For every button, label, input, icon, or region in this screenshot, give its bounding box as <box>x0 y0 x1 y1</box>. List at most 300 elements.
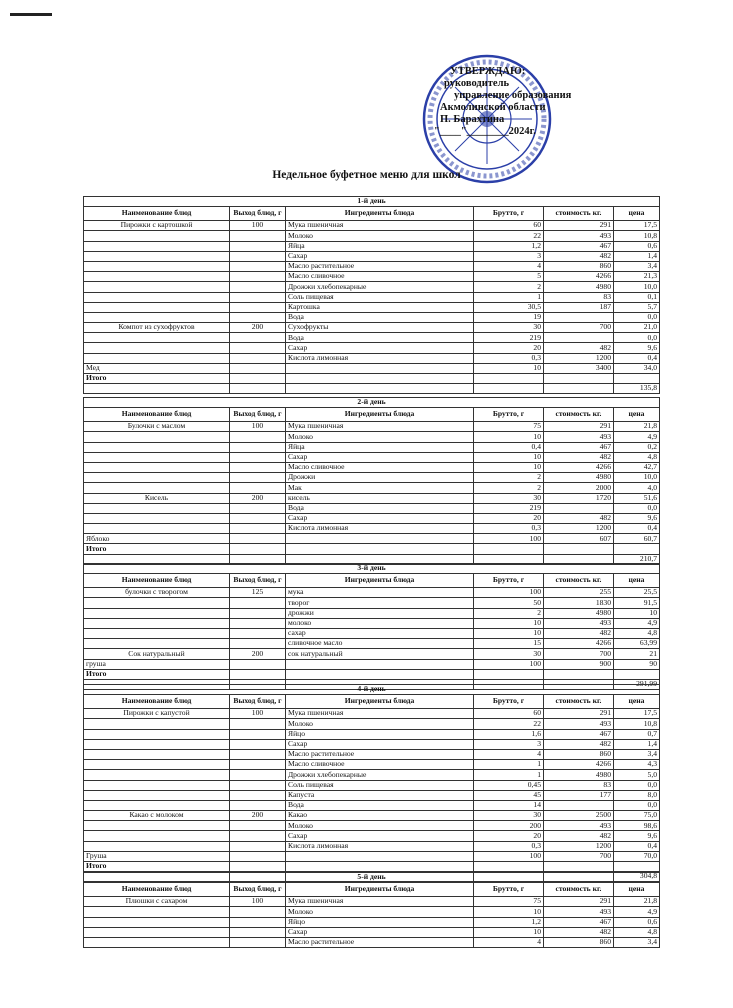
table-cell: 0,0 <box>614 333 660 343</box>
table-cell: 482 <box>544 452 614 462</box>
table-cell <box>230 628 286 638</box>
day-total-value: 291,99 <box>614 679 660 689</box>
table-cell: 4980 <box>544 473 614 483</box>
table-cell: 100 <box>474 851 544 861</box>
table-cell: 482 <box>544 927 614 937</box>
table-cell: 482 <box>544 513 614 523</box>
table-cell <box>286 544 474 554</box>
table-row <box>84 333 660 343</box>
table-row <box>84 524 660 534</box>
table-cell: 467 <box>544 241 614 251</box>
table-cell: 493 <box>544 719 614 729</box>
column-header: Ингредиенты блюда <box>286 883 474 897</box>
table-cell: Мука пшеничная <box>286 221 474 231</box>
table-cell: 4,9 <box>614 907 660 917</box>
table-cell: 100 <box>230 422 286 432</box>
table-row <box>84 442 660 452</box>
table-cell <box>230 841 286 851</box>
table-cell: 200 <box>230 323 286 333</box>
table-cell <box>230 862 286 872</box>
table-cell <box>84 729 230 739</box>
table-row <box>84 709 660 719</box>
table-cell: Кисель <box>84 493 230 503</box>
table-cell <box>544 800 614 810</box>
table-cell: 607 <box>544 534 614 544</box>
table-cell: 60,7 <box>614 534 660 544</box>
column-header: Ингредиенты блюда <box>286 408 474 422</box>
table-cell: 700 <box>544 649 614 659</box>
table-cell: 21,3 <box>614 272 660 282</box>
table-cell: 1200 <box>544 524 614 534</box>
table-cell: 0,4 <box>474 442 544 452</box>
table-cell: Мед <box>84 363 230 373</box>
table-row <box>84 897 660 907</box>
table-cell: Сахар <box>286 831 474 841</box>
day-table-3 <box>83 563 659 690</box>
table-cell: 0,2 <box>614 442 660 452</box>
table-cell: Кислота лимонная <box>286 841 474 851</box>
table-cell: Масло сливочное <box>286 462 474 472</box>
total-label: Итого <box>84 669 230 679</box>
table-cell <box>230 749 286 759</box>
column-header: Брутто, г <box>474 408 544 422</box>
table-cell: 493 <box>544 821 614 831</box>
document-title: Недельное буфетное меню для школ <box>272 169 461 181</box>
table-cell: 10 <box>474 462 544 472</box>
table-row <box>84 513 660 523</box>
table-cell: 1200 <box>544 353 614 363</box>
table-cell: 60 <box>474 221 544 231</box>
table-cell: 1,2 <box>474 917 544 927</box>
table-cell: 291 <box>544 709 614 719</box>
table-cell: Масло растительное <box>286 261 474 271</box>
table-cell <box>286 374 474 384</box>
table-cell <box>230 452 286 462</box>
table-cell: 0,0 <box>614 503 660 513</box>
table-row <box>84 221 660 231</box>
table-cell: 10,0 <box>614 473 660 483</box>
table-cell: Яблоко <box>84 534 230 544</box>
table-cell: Мука пшеничная <box>286 709 474 719</box>
table-cell: 10 <box>474 452 544 462</box>
table-cell: 42,7 <box>614 462 660 472</box>
table-cell: 4 <box>474 937 544 947</box>
table-cell: 0,1 <box>614 292 660 302</box>
table-cell: 10,0 <box>614 282 660 292</box>
table-cell: 860 <box>544 261 614 271</box>
table-cell: 21,0 <box>614 323 660 333</box>
table-cell: Булочки с маслом <box>84 422 230 432</box>
table-cell: 900 <box>544 659 614 669</box>
menu-table <box>83 397 660 565</box>
table-row <box>84 323 660 333</box>
column-header: Ингредиенты блюда <box>286 695 474 709</box>
table-cell <box>84 628 230 638</box>
table-cell <box>230 432 286 442</box>
table-cell: Мука пшеничная <box>286 422 474 432</box>
table-row <box>84 312 660 322</box>
table-cell: 9,6 <box>614 343 660 353</box>
table-cell <box>230 251 286 261</box>
approval-line: П. Барахтина <box>440 114 505 125</box>
day-total-value: 304,8 <box>614 872 660 882</box>
table-cell: Соль пищевая <box>286 292 474 302</box>
table-cell: Молоко <box>286 432 474 442</box>
table-cell: 4,9 <box>614 618 660 628</box>
table-cell <box>84 452 230 462</box>
table-cell <box>84 272 230 282</box>
table-cell <box>230 292 286 302</box>
column-header: цена <box>614 574 660 588</box>
table-cell: 200 <box>230 649 286 659</box>
column-header: Брутто, г <box>474 883 544 897</box>
table-cell <box>84 608 230 618</box>
day-table-2 <box>83 397 659 565</box>
day-label: 3-й день <box>84 564 660 574</box>
table-cell: 0,3 <box>474 841 544 851</box>
column-header: стоимость кг. <box>544 408 614 422</box>
table-row <box>84 598 660 608</box>
table-cell <box>230 363 286 373</box>
table-cell: 1 <box>474 292 544 302</box>
table-cell <box>474 374 544 384</box>
table-cell <box>230 907 286 917</box>
table-row <box>84 851 660 861</box>
table-row <box>84 821 660 831</box>
total-label: Итого <box>84 544 230 554</box>
table-cell <box>544 374 614 384</box>
table-cell <box>474 544 544 554</box>
table-cell: 30 <box>474 493 544 503</box>
table-cell: 3,4 <box>614 261 660 271</box>
table-cell: 493 <box>544 231 614 241</box>
table-cell <box>230 442 286 452</box>
table-cell <box>230 790 286 800</box>
table-cell <box>230 598 286 608</box>
table-cell: 91,5 <box>614 598 660 608</box>
column-header: стоимость кг. <box>544 883 614 897</box>
table-cell <box>230 800 286 810</box>
table-cell <box>230 639 286 649</box>
table-cell <box>84 312 230 322</box>
table-cell: 467 <box>544 917 614 927</box>
table-cell: 30 <box>474 649 544 659</box>
table-cell <box>230 831 286 841</box>
table-cell: 860 <box>544 937 614 947</box>
table-row <box>84 811 660 821</box>
table-cell <box>230 374 286 384</box>
table-cell: 3 <box>474 739 544 749</box>
table-cell: 0,0 <box>614 312 660 322</box>
table-cell: 4,8 <box>614 927 660 937</box>
table-cell <box>230 343 286 353</box>
table-cell: Картошка <box>286 302 474 312</box>
column-header: Брутто, г <box>474 574 544 588</box>
table-cell <box>84 513 230 523</box>
table-cell: 0,0 <box>614 780 660 790</box>
table-cell: Сок натуральный <box>84 649 230 659</box>
table-cell <box>230 384 286 394</box>
table-row <box>84 907 660 917</box>
day-label: 1-й день <box>84 197 660 207</box>
day-total-value: 135,8 <box>614 384 660 394</box>
table-row <box>84 659 660 669</box>
approval-block <box>380 66 610 138</box>
table-cell <box>230 917 286 927</box>
table-cell <box>230 483 286 493</box>
table-cell <box>84 821 230 831</box>
table-cell: Молоко <box>286 231 474 241</box>
table-row <box>84 608 660 618</box>
table-cell: 51,6 <box>614 493 660 503</box>
table-cell: Соль пищевая <box>286 780 474 790</box>
day-label: 5-й день <box>84 873 660 883</box>
table-cell <box>84 790 230 800</box>
table-cell: 83 <box>544 292 614 302</box>
table-cell: 4980 <box>544 770 614 780</box>
table-cell: 1,4 <box>614 251 660 261</box>
table-cell: Масло сливочное <box>286 760 474 770</box>
table-cell: 2 <box>474 473 544 483</box>
table-cell <box>84 780 230 790</box>
table-row <box>84 272 660 282</box>
table-cell: 493 <box>544 907 614 917</box>
day-total-value: 210,7 <box>614 554 660 564</box>
table-cell: 83 <box>544 780 614 790</box>
table-cell: 4266 <box>544 272 614 282</box>
table-cell <box>230 608 286 618</box>
table-cell: 10 <box>474 618 544 628</box>
table-cell: 50 <box>474 598 544 608</box>
table-cell: 4,3 <box>614 760 660 770</box>
table-cell <box>84 618 230 628</box>
table-cell <box>544 333 614 343</box>
table-cell <box>230 462 286 472</box>
table-cell: Молоко <box>286 821 474 831</box>
table-cell: 200 <box>474 821 544 831</box>
table-cell <box>230 659 286 669</box>
table-cell: 4 <box>474 261 544 271</box>
table-cell <box>614 374 660 384</box>
table-cell: Яйцо <box>286 729 474 739</box>
table-cell <box>84 524 230 534</box>
table-cell: молоко <box>286 618 474 628</box>
table-cell: сахар <box>286 628 474 638</box>
table-cell: 4,9 <box>614 432 660 442</box>
table-cell: 2 <box>474 282 544 292</box>
table-cell: 2000 <box>544 483 614 493</box>
column-header: Наименование блюд <box>84 695 230 709</box>
menu-table <box>83 684 660 882</box>
table-cell: 1,2 <box>474 241 544 251</box>
table-cell: 4,8 <box>614 452 660 462</box>
table-cell: 100 <box>474 588 544 598</box>
table-cell: 291 <box>544 221 614 231</box>
table-row <box>84 473 660 483</box>
column-header: цена <box>614 408 660 422</box>
table-cell: Вода <box>286 503 474 513</box>
day-label: 4-й день <box>84 685 660 695</box>
table-cell <box>84 302 230 312</box>
table-cell: 98,6 <box>614 821 660 831</box>
column-header: цена <box>614 207 660 221</box>
table-cell: 75 <box>474 422 544 432</box>
table-cell: 482 <box>544 831 614 841</box>
approval-line: руководитель <box>444 78 510 89</box>
table-cell: Капуста <box>286 790 474 800</box>
table-cell: 10,8 <box>614 719 660 729</box>
table-row <box>84 282 660 292</box>
table-row <box>84 729 660 739</box>
table-row <box>84 503 660 513</box>
table-cell <box>230 503 286 513</box>
table-cell <box>286 669 474 679</box>
table-row <box>84 831 660 841</box>
table-cell: 0,4 <box>614 524 660 534</box>
table-cell <box>84 841 230 851</box>
table-cell: 4266 <box>544 639 614 649</box>
column-header: Наименование блюд <box>84 574 230 588</box>
table-cell: Сахар <box>286 927 474 937</box>
table-cell <box>84 333 230 343</box>
table-cell: 200 <box>230 811 286 821</box>
table-cell <box>84 473 230 483</box>
table-cell <box>84 462 230 472</box>
table-cell <box>84 639 230 649</box>
table-row <box>84 780 660 790</box>
table-cell: 0,4 <box>614 353 660 363</box>
table-cell: 22 <box>474 231 544 241</box>
table-cell <box>614 669 660 679</box>
table-cell <box>230 231 286 241</box>
table-cell: Яйца <box>286 241 474 251</box>
total-row <box>84 544 660 554</box>
table-cell: 5 <box>474 272 544 282</box>
table-cell <box>230 272 286 282</box>
table-cell <box>230 760 286 770</box>
table-cell <box>230 851 286 861</box>
table-cell: Какао <box>286 811 474 821</box>
table-cell: сливочное масло <box>286 639 474 649</box>
table-cell: 5,0 <box>614 770 660 780</box>
table-cell: 4266 <box>544 760 614 770</box>
table-cell: 21,8 <box>614 422 660 432</box>
table-cell: 2 <box>474 483 544 493</box>
column-header: Брутто, г <box>474 207 544 221</box>
approval-line: УТВЕРЖДАЮ: <box>450 66 526 77</box>
column-header: Выход блюд, г <box>230 408 286 422</box>
table-cell: Масло сливочное <box>286 272 474 282</box>
table-cell <box>84 760 230 770</box>
table-cell: 482 <box>544 251 614 261</box>
table-cell <box>230 524 286 534</box>
table-cell <box>230 282 286 292</box>
table-cell <box>230 618 286 628</box>
table-cell: 219 <box>474 333 544 343</box>
table-cell: Масло растительное <box>286 749 474 759</box>
table-cell: 3400 <box>544 363 614 373</box>
table-cell: 4 <box>474 749 544 759</box>
table-cell <box>230 534 286 544</box>
table-cell <box>230 241 286 251</box>
table-cell: дрожжи <box>286 608 474 618</box>
table-cell <box>474 862 544 872</box>
table-cell: Яйцо <box>286 917 474 927</box>
table-cell: 34,0 <box>614 363 660 373</box>
table-cell <box>544 384 614 394</box>
table-cell <box>614 544 660 554</box>
column-header: Выход блюд, г <box>230 207 286 221</box>
table-cell: Молоко <box>286 907 474 917</box>
table-cell: 0,4 <box>614 841 660 851</box>
table-cell: 20 <box>474 513 544 523</box>
table-cell: 17,5 <box>614 709 660 719</box>
table-cell: 90 <box>614 659 660 669</box>
menu-table <box>83 872 660 948</box>
table-row <box>84 841 660 851</box>
column-header: Выход блюд, г <box>230 883 286 897</box>
table-cell: 63,99 <box>614 639 660 649</box>
table-cell <box>84 292 230 302</box>
table-cell: 177 <box>544 790 614 800</box>
table-row <box>84 452 660 462</box>
table-cell: Дрожжи <box>286 473 474 483</box>
total-label: Итого <box>84 374 230 384</box>
table-cell: Сахар <box>286 251 474 261</box>
table-row <box>84 353 660 363</box>
table-cell: 187 <box>544 302 614 312</box>
day-table-1 <box>83 196 659 394</box>
table-row <box>84 628 660 638</box>
table-row <box>84 927 660 937</box>
table-cell: Груша <box>84 851 230 861</box>
table-cell: 10 <box>474 363 544 373</box>
table-cell <box>84 907 230 917</box>
table-cell: 0,6 <box>614 917 660 927</box>
sum-row <box>84 384 660 394</box>
table-cell <box>230 353 286 363</box>
day-label: 2-й день <box>84 398 660 408</box>
table-row <box>84 343 660 353</box>
table-cell: 10,8 <box>614 231 660 241</box>
table-cell: 8,0 <box>614 790 660 800</box>
table-cell: Дрожжи хлебопекарные <box>286 770 474 780</box>
approval-line: "____"________2024г. <box>434 126 536 137</box>
table-cell: 100 <box>230 221 286 231</box>
table-cell <box>230 513 286 523</box>
day-table-5 <box>83 872 659 948</box>
column-header: цена <box>614 695 660 709</box>
table-cell <box>286 659 474 669</box>
table-row <box>84 432 660 442</box>
table-cell <box>286 851 474 861</box>
table-cell <box>230 780 286 790</box>
table-row <box>84 493 660 503</box>
table-cell: 3,4 <box>614 937 660 947</box>
table-cell: 60 <box>474 709 544 719</box>
table-cell: 10 <box>474 907 544 917</box>
table-cell: 19 <box>474 312 544 322</box>
table-row <box>84 534 660 544</box>
table-cell <box>230 821 286 831</box>
column-header: Брутто, г <box>474 695 544 709</box>
column-header: стоимость кг. <box>544 207 614 221</box>
table-cell <box>230 473 286 483</box>
table-cell: Плюшки с сахаром <box>84 897 230 907</box>
table-cell: 25,5 <box>614 588 660 598</box>
table-cell: 2500 <box>544 811 614 821</box>
table-cell <box>84 241 230 251</box>
